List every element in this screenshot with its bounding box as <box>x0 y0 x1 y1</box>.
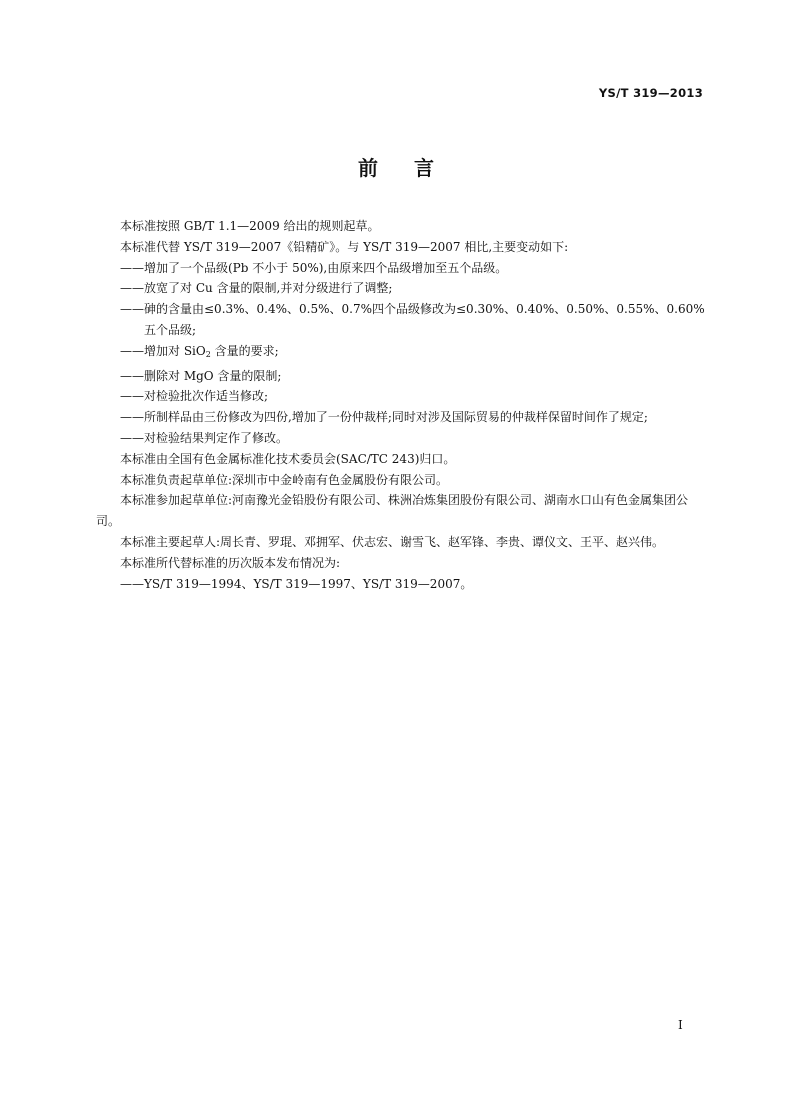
change-item-sio2 <box>96 341 706 366</box>
change-item-judgement: ——对检验结果判定作了修改。 <box>120 430 289 445</box>
paragraph-replaces: 本标准代替 YS/T 319—2007《铅精矿》。与 YS/T 319—2007 相比,主要变动如下: <box>120 239 569 254</box>
change-item-arsenic: ——砷的含量由≤0.3%、0.4%、0.5%、0.7%四个品级修改为≤0.30%、0.40%、0.50%、0.55%、0.60%五个品级; <box>120 302 705 337</box>
paragraph-committee: 本标准由全国有色金属标准化技术委员会(SAC/TC 243)归口。 <box>120 451 456 466</box>
change-item-mgo: ——删除对 MgO 含量的限制; <box>120 368 282 383</box>
paragraph-history-intro: 本标准所代替标准的历次版本发布情况为: <box>120 555 341 570</box>
change-item-grade: ——增加了一个品级(Pb 不小于 50%),由原来四个品级增加至五个品级。 <box>120 260 508 275</box>
paragraph-participating-drafters: 本标准参加起草单位:河南豫光金铅股份有限公司、株洲冶炼集团股份有限公司、湖南水口山有色金属集团公司。 <box>96 493 689 529</box>
document-body <box>96 216 706 594</box>
page-number: I <box>678 1018 683 1032</box>
sio2-subscript: 2 <box>205 349 211 359</box>
paragraph-drafting-rules: 本标准按照 GB/T 1.1—2009 给出的规则起草。 <box>120 219 380 233</box>
sio2-text-end: 含量的要求; <box>210 343 279 358</box>
page-title: 前言 <box>358 156 470 180</box>
paragraph-lead-drafter: 本标准负责起草单位:深圳市中金岭南有色金属股份有限公司。 <box>120 472 449 487</box>
change-item-samples: ——所制样品由三份修改为四份,增加了一份仲裁样;同时对涉及国际贸易的仲裁样保留时间作了规定; <box>120 410 648 425</box>
history-item: ——YS/T 319—1994、YS/T 319—1997、YS/T 319—2007。 <box>120 576 473 591</box>
paragraph-drafters: 本标准主要起草人:周长青、罗琨、邓拥军、伏志宏、谢雪飞、赵军锋、李贵、谭仪文、王平、赵兴伟。 <box>120 534 665 549</box>
standard-code: YS/T 319—2013 <box>598 86 703 100</box>
change-item-cu: ——放宽了对 Cu 含量的限制,并对分级进行了调整; <box>120 281 393 296</box>
change-item-batch: ——对检验批次作适当修改; <box>120 389 269 404</box>
sio2-text-start: ——增加对 SiO <box>120 343 206 358</box>
